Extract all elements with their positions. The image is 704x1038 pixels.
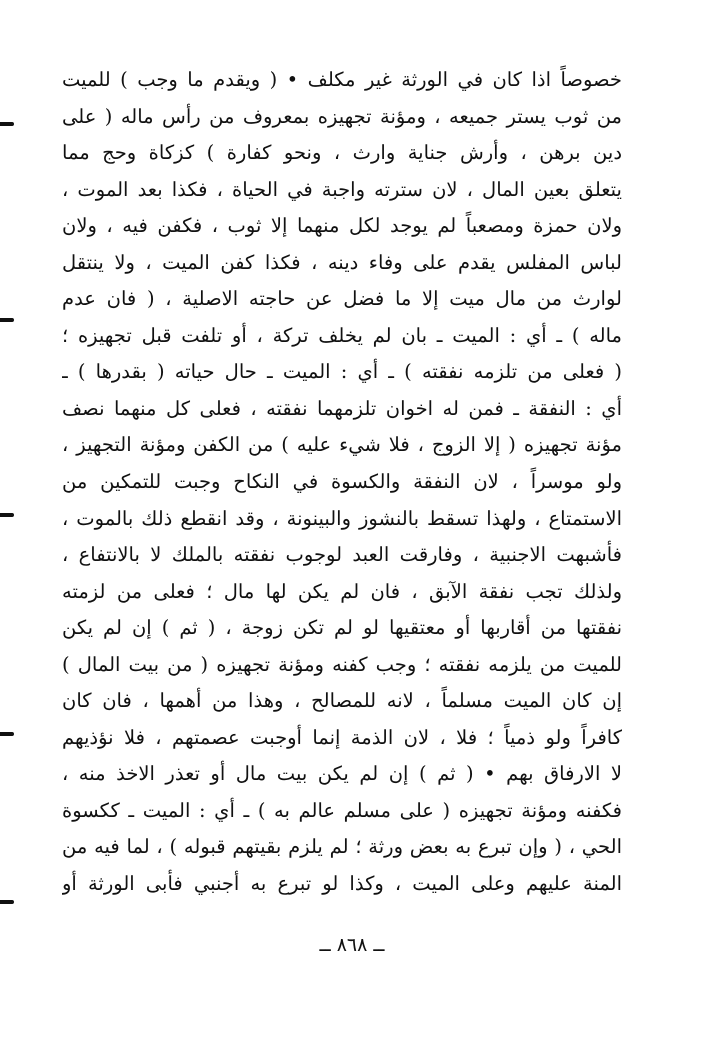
text-line: للميت من يلزمه نفقته ؛ وجب كفنه ومؤنة تجهيزه ( من بيت المال ) [62,652,622,676]
text-line: لا الارفاق بهم • ( ثم ) إن لم يكن بيت مال أو تعذر الاخذ منه ، [62,762,622,786]
text-line: خصوصاً اذا كان في الورثة غير مكلف • ( ويقدم ما وجب ) للميت [62,68,622,91]
text-line: يتعلق بعين المال ، لان سترته واجبة في الحياة ، فكذا بعد الموت ، [62,177,622,201]
text-line: الحي ، ( وإن تبرع به بعض ورثة ؛ لم يلزم بقيتهم قبوله ) ، لما فيه من [62,835,622,859]
page-number: ــ ٨٦٨ ــ [319,934,385,956]
margin-mark [0,732,14,736]
margin-mark [0,513,14,517]
margin-mark [0,122,14,126]
text-line: من ثوب يستر جميعه ، ومؤنة تجهيزه بمعروف من رأس ماله ( على [62,104,622,128]
text-line: نفقتها من أقاربها أو معتقيها لو لم تكن زوجة ، ( ثم ) إن لم يكن [62,616,622,640]
text-line: المنة عليهم وعلى الميت ، وكذا لو تبرع به أجنبي فأبى الورثة أو [62,872,622,896]
text-line: ( فعلى من تلزمه نفقته ) ـ أي : الميت ـ حال حياته ( بقدرها ) ـ [62,360,622,384]
text-line: فأشبهت الاجنبية ، وفارقت العبد لوجوب نفقته بالملك لا بالانتفاع ، [62,543,622,567]
text-line: أي : النفقة ـ فمن له اخوان تلزمهما نفقته ، فعلى كل منهما نصف [62,396,622,420]
text-line: الاستمتاع ، ولهذا تسقط بالنشوز والبينونة ، وقد انقطع ذلك بالموت ، [62,506,622,530]
text-line: ولان حمزة ومصعباً لم يوجد لكل منهما إلا ثوب ، فكفن فيه ، ولان [62,214,622,238]
text-line: ماله ) ـ أي : الميت ـ بان لم يخلف تركة ، أو تلفت قبل تجهيزه ؛ [62,323,622,347]
text-line: لباس المفلس يقدم على وفاء دينه ، فكذا كفن الميت ، ولا ينتقل [62,250,622,274]
text-line: إن كان الميت مسلماً ، لانه للمصالح ، وهذا من أهمها ، فان كان [62,689,622,713]
margin-mark [0,318,14,322]
text-line: فكفنه ومؤنة تجهيزه ( على مسلم عالم به ) ـ أي : الميت ـ ككسوة [62,798,622,822]
text-line: ولو موسراً ، لان النفقة والكسوة في النكاح وجبت للتمكين من [62,470,622,494]
text-line: دين برهن ، وأرش جناية وارث ، ونحو كفارة ) كزكاة وحج مما [62,141,622,165]
body-text [62,62,622,903]
text-line: ولذلك تجب نفقة الآبق ، فان لم يكن لها مال ؛ فعلى من لزمته [62,579,622,603]
text-line: لوارث من مال ميت إلا ما فضل عن حاجته الاصلية ، ( فان عدم [62,287,622,311]
margin-mark [0,900,14,904]
text-line: مؤنة تجهيزه ( إلا الزوج ، فلا شيء عليه ) من الكفن ومؤنة التجهيز ، [62,433,622,457]
text-line: كافراً ولو ذمياً ؛ فلا ، لان الذمة إنما أوجبت عصمتهم ، فلا نؤذيهم [62,725,622,749]
